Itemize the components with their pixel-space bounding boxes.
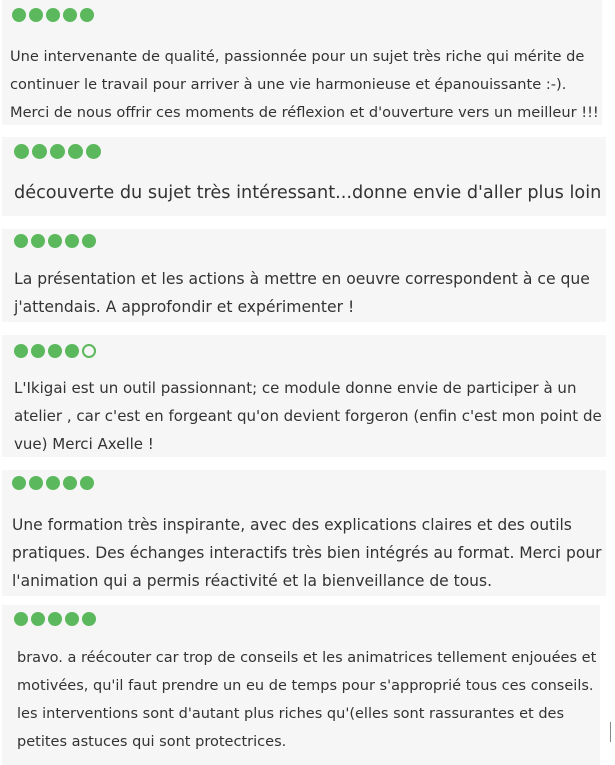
review-text (14, 374, 602, 458)
review-text-line: L'Ikigai est un outil passionnant; ce module donne envie de participer à un (14, 379, 577, 397)
review-text-line: pratiques. Des échanges interactifs très bien intégrés au format. Merci pour (12, 544, 602, 562)
star-filled-icon (29, 8, 43, 22)
star-filled-icon (32, 144, 47, 159)
review-text-line: les interventions sont d'autant plus riches qu'(elles sont rassurantes et des (17, 706, 565, 722)
review-text-line: atelier , car c'est en forgeant qu'on devient forgeron (enfin c'est mon point de (14, 407, 602, 425)
star-filled-icon (86, 144, 101, 159)
review-text-line: bravo. a réécouter car trop de conseils et les animatrices tellement enjouées et (17, 650, 597, 666)
review-card (2, 470, 606, 596)
star-filled-icon (14, 612, 28, 626)
star-empty-icon (82, 344, 96, 358)
star-filled-icon (48, 234, 62, 248)
review-text-line: Une intervenante de qualité, passionnée pour un sujet très riche qui mérite de (10, 48, 585, 65)
review-text-line: découverte du sujet très intéressant...donne envie d'aller plus loin (14, 183, 602, 203)
review-text-line: Merci de nous offrir ces moments de réflexion et d'ouverture vers un meilleur !!! (10, 104, 599, 121)
star-filled-icon (46, 476, 60, 490)
star-filled-icon (14, 234, 28, 248)
star-filled-icon (80, 8, 94, 22)
rating-stars (12, 8, 94, 22)
star-filled-icon (12, 8, 26, 22)
review-text (14, 265, 590, 321)
review-text (14, 178, 601, 208)
star-filled-icon (63, 8, 77, 22)
rating-stars (14, 234, 96, 248)
review-text-line: l'animation qui a permis réactivité et la bienveillance de tous. (12, 572, 493, 590)
scrollbar-indicator[interactable] (610, 722, 611, 742)
star-filled-icon (80, 476, 94, 490)
rating-stars (12, 476, 94, 490)
review-text-line: petites astuces qui sont protectrices. (17, 734, 287, 750)
review-text (17, 644, 596, 756)
review-card (2, 335, 606, 457)
review-text-line: La présentation et les actions à mettre en oeuvre correspondent à ce que (14, 270, 590, 288)
star-filled-icon (14, 344, 28, 358)
review-text-line: motivées, qu'il faut prendre un eu de temps pour s'approprié tous ces conseils. (17, 678, 594, 694)
star-filled-icon (48, 344, 62, 358)
review-card (2, 605, 600, 765)
star-filled-icon (65, 612, 79, 626)
review-text-line: j'attendais. A approfondir et expérimenter ! (14, 298, 355, 316)
star-filled-icon (65, 234, 79, 248)
rating-stars (14, 344, 96, 358)
star-filled-icon (31, 344, 45, 358)
review-text (10, 43, 599, 127)
star-filled-icon (48, 612, 62, 626)
star-filled-icon (50, 144, 65, 159)
star-filled-icon (29, 476, 43, 490)
star-filled-icon (31, 234, 45, 248)
star-filled-icon (63, 476, 77, 490)
rating-stars (14, 144, 101, 159)
star-filled-icon (82, 234, 96, 248)
star-filled-icon (82, 612, 96, 626)
review-text-line: continuer le travail pour arriver à une vie harmonieuse et épanouissante :-). (10, 76, 567, 93)
star-filled-icon (31, 612, 45, 626)
review-text-line: Une formation très inspirante, avec des explications claires et des outils (12, 516, 572, 534)
review-card (2, 0, 602, 125)
star-filled-icon (46, 8, 60, 22)
review-text-line: vue) Merci Axelle ! (14, 435, 154, 453)
star-filled-icon (12, 476, 26, 490)
star-filled-icon (68, 144, 83, 159)
rating-stars (14, 612, 96, 626)
review-card (2, 137, 606, 216)
review-text (12, 511, 602, 595)
star-filled-icon (14, 144, 29, 159)
star-filled-icon (65, 344, 79, 358)
review-card (2, 229, 606, 322)
